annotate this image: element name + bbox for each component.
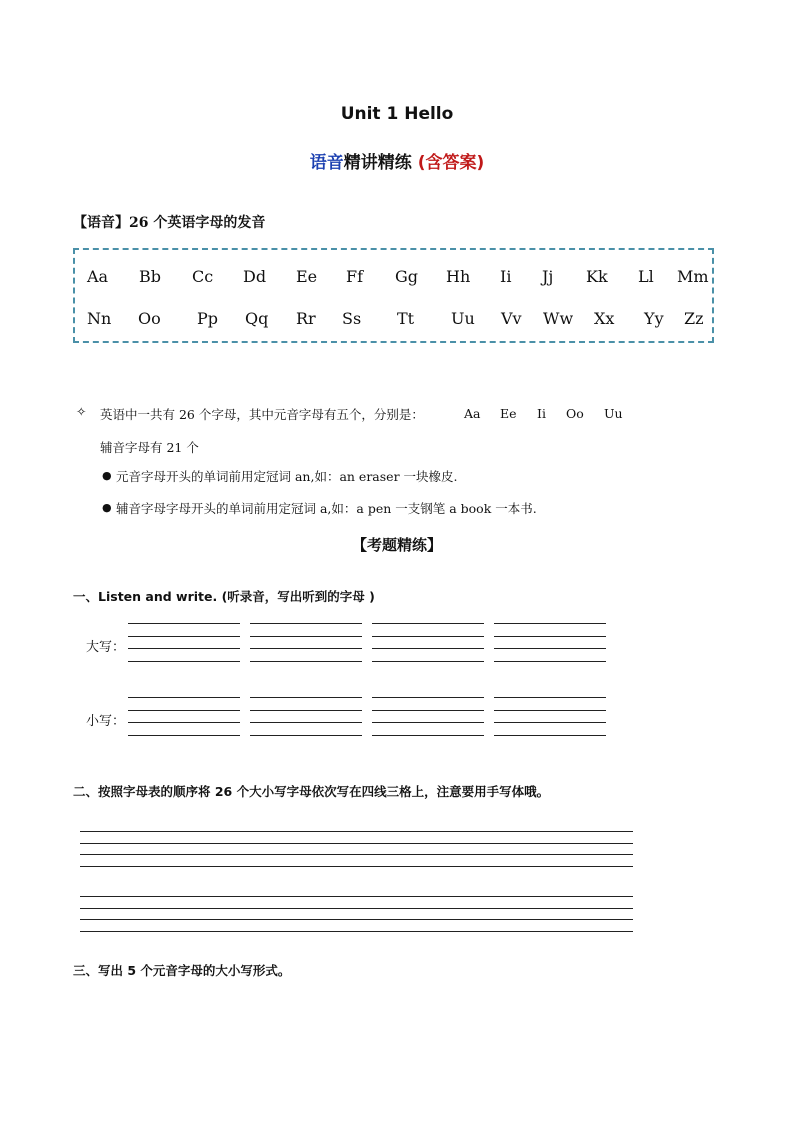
writing-line <box>372 623 484 624</box>
alphabet-letter: Qq <box>245 309 269 328</box>
alphabet-letter: Jj <box>542 267 554 286</box>
alphabet-letter: Yy <box>644 309 664 328</box>
writing-line <box>372 648 484 649</box>
alphabet-letter: Aa <box>87 267 109 286</box>
lowercase-label: 小写： <box>86 714 126 729</box>
writing-line <box>494 722 606 723</box>
alphabet-letter: Vv <box>501 309 522 328</box>
alphabet-letter: Uu <box>451 309 475 328</box>
writing-line <box>250 722 362 723</box>
subtitle-blue: 语音 <box>309 153 344 173</box>
alphabet-letter: Ii <box>500 267 512 286</box>
writing-line <box>128 661 240 662</box>
writing-line <box>372 710 484 711</box>
alphabet-letter: Bb <box>139 267 161 286</box>
alphabet-letter: Ll <box>638 267 654 286</box>
writing-line <box>250 623 362 624</box>
writing-line <box>250 661 362 662</box>
writing-line <box>372 697 484 698</box>
alphabet-letter: Hh <box>446 267 471 286</box>
writing-line <box>128 735 240 736</box>
alphabet-letter: Mm <box>677 267 709 286</box>
question-3: 三、写出 5 个元音字母的大小写形式。 <box>73 963 291 978</box>
page-title: Unit 1 Hello <box>340 104 454 124</box>
writing-line <box>494 623 606 624</box>
writing-line <box>80 866 633 867</box>
uppercase-label: 大写： <box>86 640 126 655</box>
subtitle-answers: (含答案) <box>417 153 485 173</box>
alphabet-letter: Ww <box>543 309 574 328</box>
writing-line <box>372 722 484 723</box>
writing-line <box>80 854 633 855</box>
alphabet-letter: Nn <box>87 309 112 328</box>
rule-an: 元音字母开头的单词前用定冠词 an,如：an eraser 一块橡皮. <box>116 469 458 484</box>
bullet-icon: ● <box>102 469 112 482</box>
vowel-a: Aa <box>464 406 481 421</box>
writing-line <box>80 843 633 844</box>
alphabet-letter: Dd <box>243 267 267 286</box>
vowel-i: Ii <box>537 406 546 421</box>
writing-line <box>80 896 633 897</box>
writing-line <box>250 710 362 711</box>
writing-line <box>250 648 362 649</box>
alphabet-letter: Tt <box>397 309 415 328</box>
subtitle-black: 精讲精练 <box>343 153 412 173</box>
writing-line <box>80 908 633 909</box>
writing-line <box>128 710 240 711</box>
question-2: 二、按照字母表的顺序将 26 个大小写字母依次写在四线三格上，注意要用手写体哦。 <box>73 784 550 799</box>
writing-line <box>250 636 362 637</box>
writing-line <box>250 697 362 698</box>
writing-line <box>80 919 633 920</box>
section-title: 【考题精练】 <box>351 536 442 554</box>
alphabet-letter: Xx <box>594 309 615 328</box>
writing-line <box>494 661 606 662</box>
question-1: 一、Listen and write. (听录音，写出听到的字母 ) <box>73 589 375 604</box>
alphabet-letter: Oo <box>138 309 161 328</box>
bullet-icon: ● <box>102 501 112 514</box>
vowel-note: 英语中一共有 26 个字母，其中元音字母有五个，分别是： <box>100 407 424 422</box>
consonant-note: 辅音字母有 21 个 <box>100 440 199 455</box>
writing-line <box>494 648 606 649</box>
alphabet-letter: Ss <box>342 309 362 328</box>
writing-line <box>128 722 240 723</box>
alphabet-letter: Ee <box>296 267 318 286</box>
writing-line <box>80 831 633 832</box>
page-subtitle <box>0 148 794 173</box>
star-icon: ✧ <box>76 404 87 419</box>
writing-line <box>494 710 606 711</box>
writing-line <box>128 697 240 698</box>
alphabet-letter: Rr <box>296 309 316 328</box>
writing-line <box>128 636 240 637</box>
alphabet-letter: Zz <box>684 309 704 328</box>
writing-line <box>372 735 484 736</box>
writing-line <box>128 648 240 649</box>
writing-line <box>372 661 484 662</box>
alphabet-letter: Ff <box>346 267 364 286</box>
writing-line <box>372 636 484 637</box>
phonics-heading: 【语音】26 个英语字母的发音 <box>73 215 266 231</box>
vowel-e: Ee <box>500 406 517 421</box>
writing-line <box>80 931 633 932</box>
alphabet-letter: Gg <box>395 267 419 286</box>
writing-line <box>494 735 606 736</box>
alphabet-box <box>73 248 714 343</box>
writing-line <box>494 636 606 637</box>
writing-line <box>250 735 362 736</box>
vowel-u: Uu <box>604 406 623 421</box>
writing-line <box>128 623 240 624</box>
alphabet-letter: Cc <box>192 267 214 286</box>
rule-a: 辅音字母字母开头的单词前用定冠词 a,如：a pen 一支钢笔 a book 一本书. <box>116 501 537 516</box>
vowel-o: Oo <box>566 406 584 421</box>
alphabet-letter: Kk <box>586 267 608 286</box>
alphabet-letter: Pp <box>197 309 219 328</box>
writing-line <box>494 697 606 698</box>
